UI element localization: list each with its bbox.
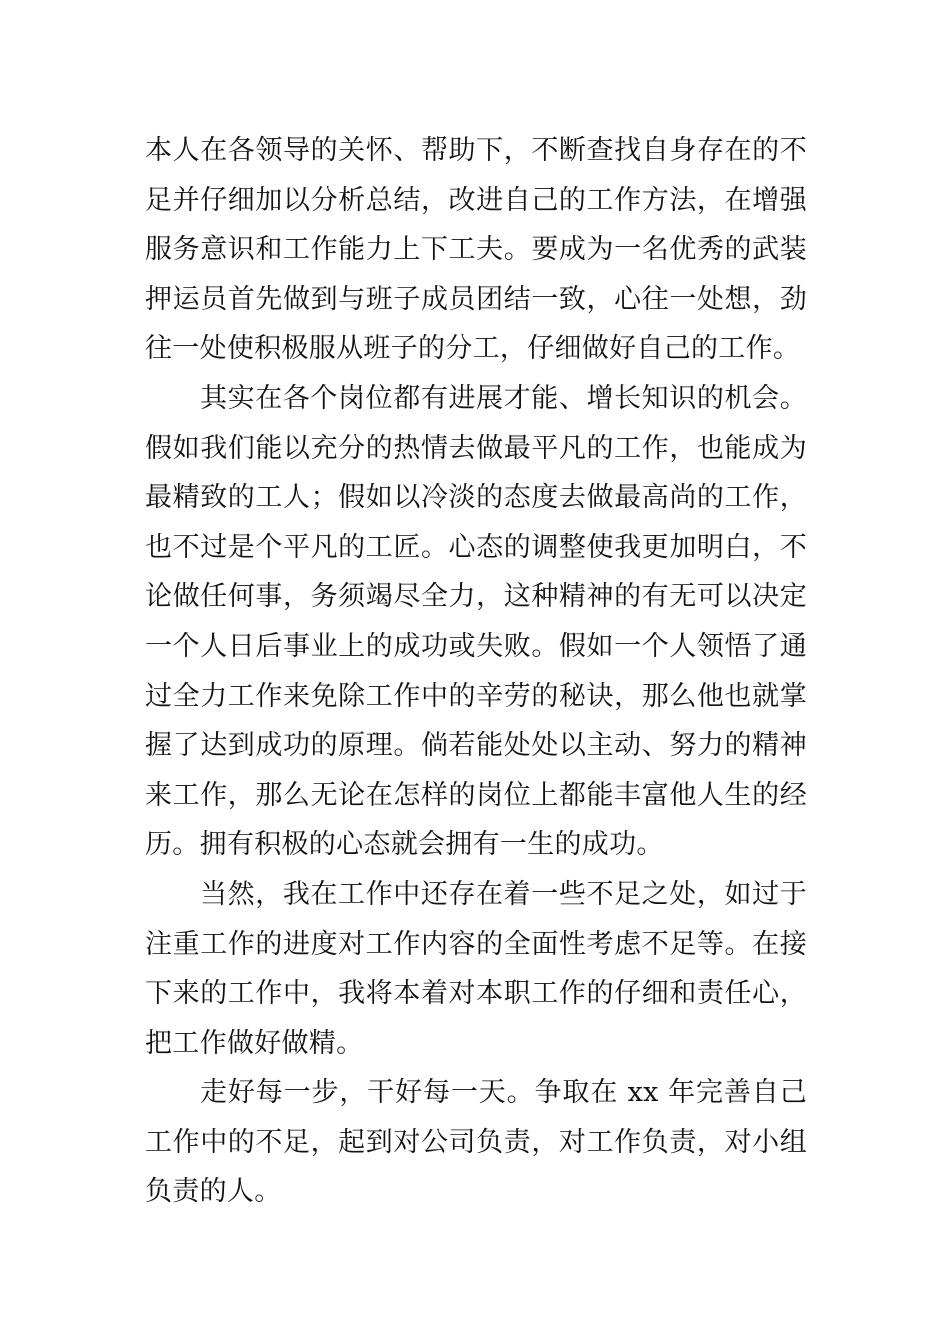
paragraph-1: 本人在各领导的关怀、帮助下，不断查找自身存在的不足并仔细加以分析总结，改进自己的工作方法，在增强服务意识和工作能力上下工夫。要成为一名优秀的武装押运员首先做到与班子成员团结一致，心往一处想，劲往一处使积极服从班子的分工，仔细做好自己的工作。 — [145, 135, 807, 365]
document-body — [145, 126, 807, 1217]
paragraph-2: 其实在各个岗位都有进展才能、增长知识的机会。假如我们能以充分的热情去做最平凡的工作，也能成为最精致的工人；假如以冷淡的态度去做最高尚的工作，也不过是个平凡的工匠。心态的调整使我更加明白，不论做任何事，务须竭尽全力，这种精神的有无可以决定一个人日后事业上的成功或失败。假如一个人领悟了通过全力工作来免除工作中的辛劳的秘诀，那么他也就掌握了达到成功的原理。倘若能处处以主动、努力的精神来工作，那么无论在怎样的岗位上都能丰富他人生的经历。拥有积极的心态就会拥有一生的成功。 — [145, 382, 807, 861]
paragraph-3: 当然，我在工作中还存在着一些不足之处，如过于注重工作的进度对工作内容的全面性考虑不足等。在接下来的工作中，我将本着对本职工作的仔细和责任心，把工作做好做精。 — [145, 878, 807, 1059]
paragraph-4: 走好每一步，干好每一天。争取在 xx 年完善自己工作中的不足，起到对公司负责，对工作负责，对小组负责的人。 — [145, 1077, 807, 1208]
